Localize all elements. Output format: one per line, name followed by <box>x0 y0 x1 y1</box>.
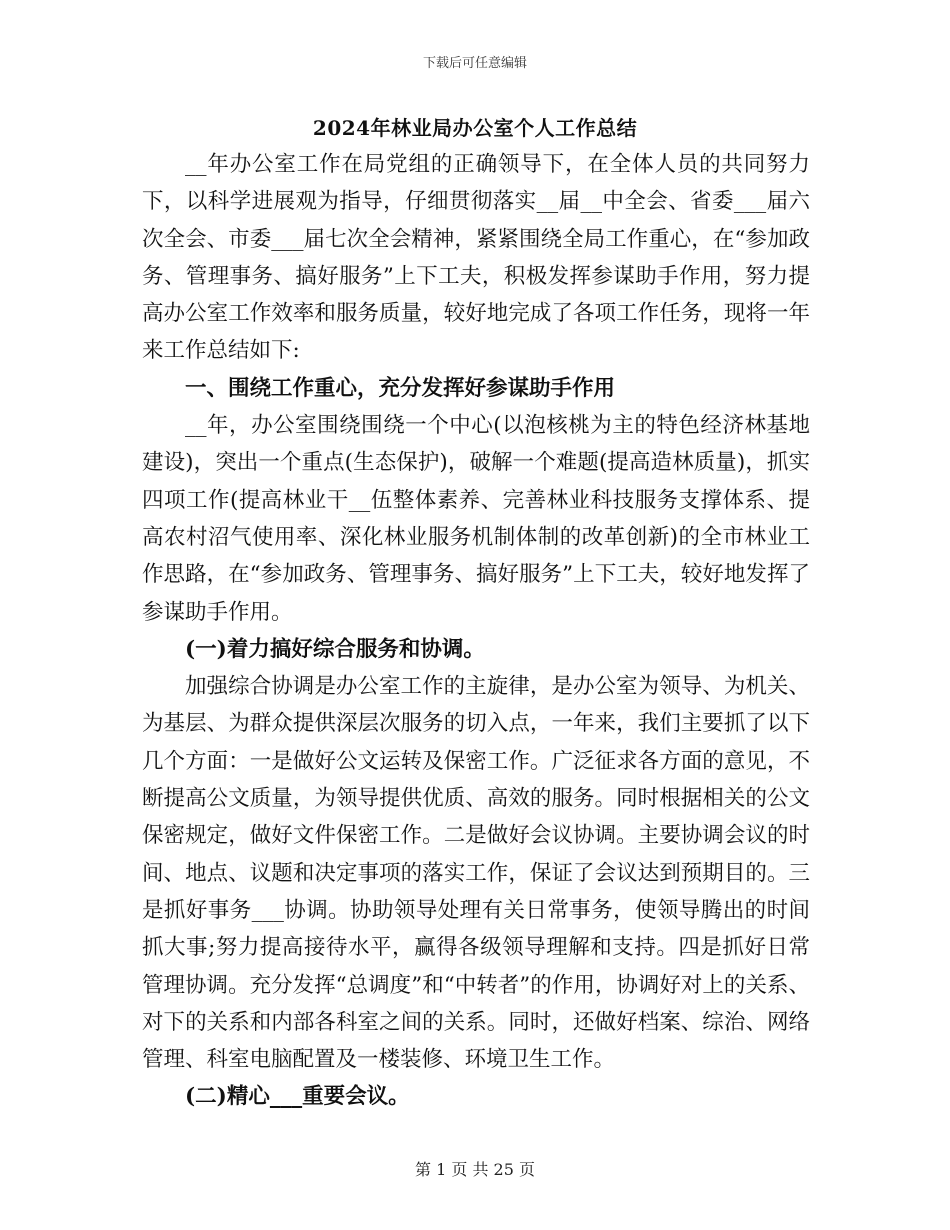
header-note: 下载后可任意编辑 <box>422 56 527 71</box>
document-body <box>142 146 810 1116</box>
subsection-heading-1: (一)着力搞好综合服务和协调。 <box>185 636 485 662</box>
section-heading-1: 一、围绕工作重心，充分发挥好参谋助手作用 <box>185 375 616 401</box>
document-title: 2024年林业局办公室个人工作总结 <box>312 116 638 140</box>
section-1-paragraph: __年，办公室围绕围绕一个中心(以泡核桃为主的特色经济林基地建设)，突出一个重点(生态保护)，破解一个难题(提高造林质量)，抓实四项工作(提高林业干__伍整体素养、完善林业科技服务支撑体系、提高农村沼气使用率、深化林业服务机制体制的改革创新)的全市林业工作思路，在“参加政务、管理事务、搞好服务”上下工夫，较好地发挥了参谋助手作用。 <box>142 413 810 625</box>
subsection-1-paragraph: 加强综合协调是办公室工作的主旋律，是办公室为领导、为机关、为基层、为群众提供深层次服务的切入点，一年来，我们主要抓了以下几个方面：一是做好公文运转及保密工作。广泛征求各方面的意见，不断提高公文质量，为领导提供优质、高效的服务。同时根据相关的公文保密规定，做好文件保密工作。二是做好会议协调。主要协调会议的时间、地点、议题和决定事项的落实工作，保证了会议达到预期目的。三是抓好事务___协调。协助领导处理有关日常事务，使领导腾出的时间抓大事;努力提高接待水平，赢得各级领导理解和支持。四是抓好日常管理协调。充分发挥“总调度”和“中转者”的作用，协调好对上的关系、对下的关系和内部各科室之间的关系。同时，还做好档案、综治、网络管理、科室电脑配置及一楼装修、环境卫生工作。 <box>142 674 810 1073</box>
subsection-heading-2: (二)精心___重要会议。 <box>185 1084 410 1110</box>
page-number-footer: 第 1 页 共 25 页 <box>415 1160 535 1179</box>
intro-paragraph: __年办公室工作在局党组的正确领导下，在全体人员的共同努力下，以科学进展观为指导，仔细贯彻落实__届__中全会、省委___届六次全会、市委___届七次全会精神，紧紧围绕全局工作重心，在“参加政务、管理事务、搞好服务”上下工夫，积极发挥参谋助手作用，努力提高办公室工作效率和服务质量，较好地完成了各项工作任务，现将一年来工作总结如下: <box>142 152 810 364</box>
